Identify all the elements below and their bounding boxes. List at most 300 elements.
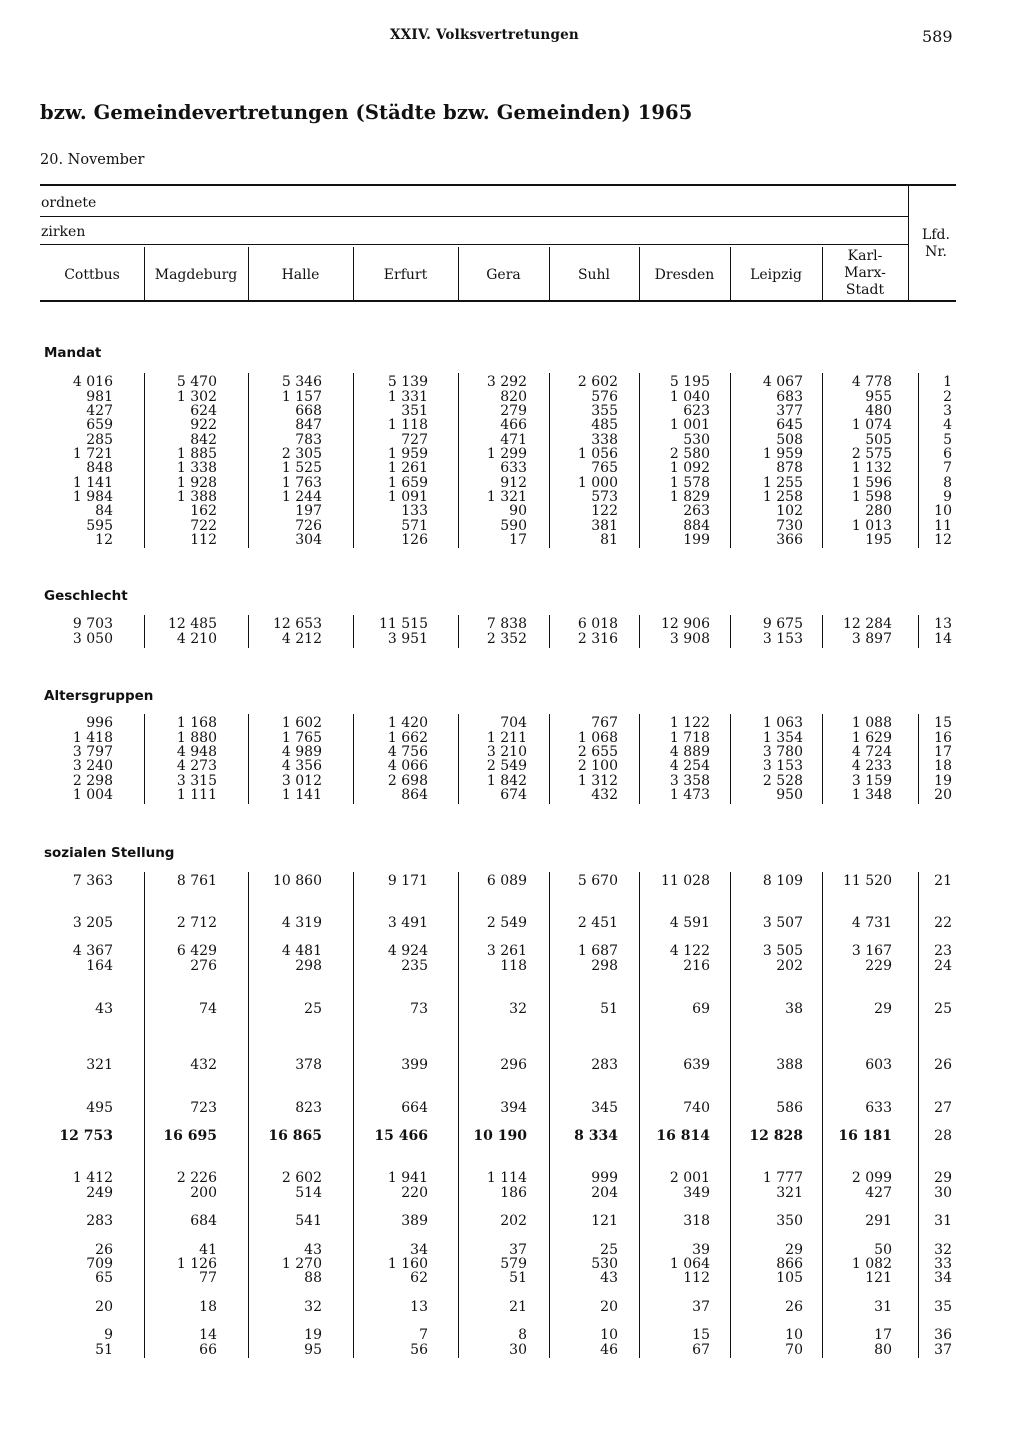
table-cell: 388 [776, 1057, 803, 1073]
table-cell: 4 778 [851, 374, 892, 390]
table-cell: 16 865 [268, 1128, 322, 1144]
table-cell: 1 418 [72, 729, 113, 746]
row-number: 1 [943, 374, 952, 390]
row-number: 32 [934, 1242, 952, 1258]
table-cell: 1 211 [486, 729, 527, 746]
row-divider [730, 615, 731, 648]
table-cell: 12 [95, 532, 113, 548]
table-cell: 291 [865, 1213, 892, 1229]
column-divider [144, 247, 145, 300]
table-cell: 25 [304, 1001, 322, 1017]
row-number: 20 [934, 787, 952, 803]
row-divider [822, 373, 823, 548]
table-cell: 366 [776, 532, 803, 548]
table-cell: 39 [692, 1242, 710, 1258]
table-cell: 90 [509, 503, 527, 519]
table-cell: 6 018 [577, 616, 618, 632]
table-cell: 508 [776, 431, 803, 448]
table-cell: 1 141 [281, 787, 322, 803]
table-cell: 50 [874, 1242, 892, 1258]
row-divider [458, 714, 459, 804]
table-cell: 505 [865, 431, 892, 448]
column-divider [549, 247, 550, 300]
table-cell: 21 [509, 1299, 527, 1315]
table-cell: 1 354 [762, 729, 803, 746]
table-cell: 2 580 [669, 446, 710, 462]
section-title: Mandat [44, 345, 102, 361]
table-cell: 3 205 [72, 915, 113, 931]
table-cell: 1 261 [387, 460, 428, 476]
table-cell: 5 470 [176, 374, 217, 390]
table-cell: 7 838 [486, 616, 527, 632]
table-cell: 26 [95, 1242, 113, 1258]
column-divider [248, 247, 249, 300]
table-cell: 1 578 [669, 474, 710, 491]
table-cell: 1 064 [669, 1256, 710, 1272]
table-cell: 16 814 [656, 1128, 710, 1144]
table-cell: 133 [401, 503, 428, 519]
table-cell: 13 [410, 1299, 428, 1315]
table-cell: 730 [776, 517, 803, 534]
table-cell: 216 [683, 958, 710, 974]
table-cell: 427 [86, 403, 113, 419]
table-cell: 1 082 [851, 1256, 892, 1272]
table-cell: 2 712 [176, 915, 217, 931]
row-number: 19 [934, 772, 952, 789]
header-bottom-rule [40, 300, 956, 302]
table-cell: 2 001 [669, 1170, 710, 1186]
table-cell: 1 959 [762, 446, 803, 462]
table-cell: 530 [683, 431, 710, 448]
table-cell: 4 591 [669, 915, 710, 931]
table-cell: 3 292 [486, 374, 527, 390]
table-cell: 12 284 [843, 616, 892, 632]
table-cell: 1 302 [176, 388, 217, 405]
table-cell: 77 [199, 1270, 217, 1286]
table-cell: 1 959 [387, 446, 428, 462]
row-number: 37 [934, 1342, 952, 1358]
table-cell: 12 485 [168, 616, 217, 632]
table-cell: 26 [785, 1299, 803, 1315]
table-cell: 66 [199, 1342, 217, 1358]
table-cell: 4 989 [281, 744, 322, 760]
table-cell: 74 [199, 1001, 217, 1017]
row-divider [144, 714, 145, 804]
table-cell: 51 [600, 1001, 618, 1017]
table-cell: 8 761 [176, 873, 217, 889]
table-cell: 624 [190, 403, 217, 419]
table-cell: 495 [86, 1100, 113, 1116]
table-cell: 981 [86, 388, 113, 405]
table-cell: 579 [500, 1256, 527, 1272]
table-cell: 866 [776, 1256, 803, 1272]
row-number: 16 [934, 729, 952, 746]
table-cell: 1 331 [387, 388, 428, 405]
row-divider [144, 373, 145, 548]
table-cell: 633 [500, 460, 527, 476]
table-cell: 1 602 [281, 715, 322, 731]
table-cell: 996 [86, 715, 113, 731]
table-cell: 3 505 [762, 943, 803, 959]
table-cell: 1 525 [281, 460, 322, 476]
table-cell: 11 515 [379, 616, 428, 632]
table-cell: 10 190 [473, 1128, 527, 1144]
table-cell: 17 [874, 1327, 892, 1343]
table-cell: 69 [692, 1001, 710, 1017]
table-cell: 16 695 [163, 1128, 217, 1144]
table-cell: 1 928 [176, 474, 217, 491]
table-cell: 5 670 [577, 873, 618, 889]
table-cell: 514 [295, 1185, 322, 1201]
table-cell: 186 [500, 1185, 527, 1201]
table-cell: 820 [500, 388, 527, 405]
row-number: 36 [934, 1327, 952, 1343]
table-cell: 1 984 [72, 489, 113, 505]
table-cell: 126 [401, 532, 428, 548]
column-header: Magdeburg [154, 267, 238, 283]
table-cell: 674 [500, 787, 527, 803]
table-cell: 14 [199, 1327, 217, 1343]
row-divider [458, 872, 459, 1358]
table-cell: 46 [600, 1342, 618, 1358]
table-cell: 722 [190, 517, 217, 534]
row-number: 2 [943, 388, 952, 405]
column-header: Cottbus [64, 267, 120, 283]
table-cell: 1 299 [486, 446, 527, 462]
table-cell: 6 089 [486, 873, 527, 889]
row-divider [248, 373, 249, 548]
table-cell: 623 [683, 403, 710, 419]
table-cell: 1 091 [387, 489, 428, 505]
page-title: bzw. Gemeindevertretungen (Städte bzw. Gemeinden) 1965 [40, 101, 693, 124]
table-cell: 378 [295, 1057, 322, 1073]
table-cell: 1 659 [387, 474, 428, 491]
table-cell: 12 653 [273, 616, 322, 632]
table-cell: 842 [190, 431, 217, 448]
page-number: 589 [922, 27, 953, 46]
table-cell: 2 655 [577, 744, 618, 760]
row-divider [730, 714, 731, 804]
row-divider [549, 615, 550, 648]
table-cell: 2 602 [577, 374, 618, 390]
table-cell: 3 240 [72, 758, 113, 774]
table-cell: 3 261 [486, 943, 527, 959]
table-cell: 80 [874, 1342, 892, 1358]
table-cell: 3 908 [669, 631, 710, 647]
table-cell: 2 298 [72, 772, 113, 789]
table-cell: 3 159 [851, 772, 892, 789]
row-divider [730, 373, 731, 548]
row-divider [822, 714, 823, 804]
row-number: 28 [934, 1128, 952, 1144]
table-cell: 20 [95, 1299, 113, 1315]
table-cell: 377 [776, 403, 803, 419]
row-number: 29 [934, 1170, 952, 1186]
table-cell: 105 [776, 1270, 803, 1286]
table-cell: 847 [295, 417, 322, 433]
table-cell: 121 [591, 1213, 618, 1229]
table-cell: 1 000 [577, 474, 618, 491]
column-divider [353, 247, 354, 300]
table-cell: 427 [865, 1185, 892, 1201]
table-cell: 34 [410, 1242, 428, 1258]
table-cell: 6 429 [176, 943, 217, 959]
table-cell: 43 [304, 1242, 322, 1258]
table-cell: 595 [86, 517, 113, 534]
table-cell: 848 [86, 460, 113, 476]
table-cell: 8 109 [762, 873, 803, 889]
row-divider [458, 615, 459, 648]
table-cell: 1 321 [486, 489, 527, 505]
column-header: Leipzig [750, 267, 802, 283]
table-cell: 1 004 [72, 787, 113, 803]
table-cell: 19 [304, 1327, 322, 1343]
table-cell: 296 [500, 1057, 527, 1073]
table-cell: 11 520 [843, 873, 892, 889]
table-cell: 283 [86, 1213, 113, 1229]
row-number: 30 [934, 1185, 952, 1201]
row-number: 7 [943, 460, 952, 476]
table-cell: 280 [865, 503, 892, 519]
table-cell: 200 [190, 1185, 217, 1201]
table-cell: 345 [591, 1100, 618, 1116]
table-cell: 633 [865, 1100, 892, 1116]
table-cell: 202 [776, 958, 803, 974]
table-cell: 1 157 [281, 388, 322, 405]
lfd-divider [918, 615, 919, 648]
table-cell: 349 [683, 1185, 710, 1201]
table-cell: 1 941 [387, 1170, 428, 1186]
table-cell: 202 [500, 1213, 527, 1229]
table-cell: 530 [591, 1256, 618, 1272]
table-cell: 432 [591, 787, 618, 803]
table-cell: 10 [785, 1327, 803, 1343]
table-cell: 1 412 [72, 1170, 113, 1186]
row-number: 33 [934, 1256, 952, 1272]
table-cell: 3 507 [762, 915, 803, 931]
table-cell: 10 860 [273, 873, 322, 889]
row-number: 18 [934, 758, 952, 774]
table-cell: 1 270 [281, 1256, 322, 1272]
table-cell: 3 491 [387, 915, 428, 931]
table-cell: 88 [304, 1270, 322, 1286]
column-header: Erfurt [383, 267, 428, 283]
row-divider [353, 373, 354, 548]
table-cell: 1 842 [486, 772, 527, 789]
table-cell: 1 880 [176, 729, 217, 746]
header-group-2: zirken [41, 224, 86, 240]
row-number: 23 [934, 943, 952, 959]
table-cell: 389 [401, 1213, 428, 1229]
row-number: 4 [943, 417, 952, 433]
table-cell: 485 [591, 417, 618, 433]
table-cell: 3 358 [669, 772, 710, 789]
row-divider [549, 714, 550, 804]
row-number: 3 [943, 403, 952, 419]
table-cell: 4 233 [851, 758, 892, 774]
table-cell: 3 315 [176, 772, 217, 789]
table-cell: 199 [683, 532, 710, 548]
table-cell: 20 [600, 1299, 618, 1315]
table-cell: 298 [591, 958, 618, 974]
table-cell: 197 [295, 503, 322, 519]
table-cell: 4 889 [669, 744, 710, 760]
table-cell: 249 [86, 1185, 113, 1201]
table-cell: 1 721 [72, 446, 113, 462]
table-cell: 576 [591, 388, 618, 405]
table-cell: 1 765 [281, 729, 322, 746]
table-cell: 84 [95, 503, 113, 519]
table-cell: 9 171 [387, 873, 428, 889]
table-cell: 10 [600, 1327, 618, 1343]
header-rule-1 [40, 216, 908, 217]
table-cell: 4 212 [281, 631, 322, 647]
table-cell: 912 [500, 474, 527, 491]
table-cell: 2 226 [176, 1170, 217, 1186]
header-top-rule [40, 184, 956, 186]
row-divider [822, 615, 823, 648]
table-cell: 2 100 [577, 758, 618, 774]
table-cell: 1 056 [577, 446, 618, 462]
table-cell: 1 013 [851, 517, 892, 534]
table-cell: 1 118 [387, 417, 428, 433]
table-cell: 2 352 [486, 631, 527, 647]
table-cell: 480 [865, 403, 892, 419]
table-cell: 15 [692, 1327, 710, 1343]
table-cell: 37 [509, 1242, 527, 1258]
row-number: 25 [934, 1001, 952, 1017]
table-cell: 31 [874, 1299, 892, 1315]
section-title: sozialen Stellung [44, 845, 175, 861]
table-cell: 1 068 [577, 729, 618, 746]
table-cell: 1 687 [577, 943, 618, 959]
table-cell: 2 451 [577, 915, 618, 931]
row-divider [144, 615, 145, 648]
table-cell: 56 [410, 1342, 428, 1358]
table-cell: 1 338 [176, 460, 217, 476]
table-cell: 1 160 [387, 1256, 428, 1272]
table-cell: 709 [86, 1256, 113, 1272]
row-number: 12 [934, 532, 952, 548]
table-cell: 1 420 [387, 715, 428, 731]
row-number: 21 [934, 873, 952, 889]
table-cell: 573 [591, 489, 618, 505]
table-cell: 1 473 [669, 787, 710, 803]
table-cell: 283 [591, 1057, 618, 1073]
table-cell: 81 [600, 532, 618, 548]
table-cell: 955 [865, 388, 892, 405]
table-cell: 1 132 [851, 460, 892, 476]
table-cell: 9 675 [762, 616, 803, 632]
row-number: 34 [934, 1270, 952, 1286]
table-cell: 4 066 [387, 758, 428, 774]
table-cell: 355 [591, 403, 618, 419]
table-cell: 1 126 [176, 1256, 217, 1272]
table-cell: 32 [509, 1001, 527, 1017]
row-number: 26 [934, 1057, 952, 1073]
table-cell: 541 [295, 1213, 322, 1229]
table-cell: 767 [591, 715, 618, 731]
table-cell: 263 [683, 503, 710, 519]
table-cell: 2 549 [486, 758, 527, 774]
table-cell: 12 753 [59, 1128, 113, 1144]
row-divider [353, 714, 354, 804]
table-cell: 1 598 [851, 489, 892, 505]
column-header: Dresden [654, 267, 715, 283]
table-cell: 4 724 [851, 744, 892, 760]
table-cell: 1 629 [851, 729, 892, 746]
table-cell: 884 [683, 517, 710, 534]
row-divider [639, 373, 640, 548]
table-cell: 11 028 [661, 873, 710, 889]
table-cell: 51 [95, 1342, 113, 1358]
table-cell: 394 [500, 1100, 527, 1116]
table-cell: 381 [591, 517, 618, 534]
row-divider [549, 872, 550, 1358]
table-cell: 1 777 [762, 1170, 803, 1186]
table-cell: 318 [683, 1213, 710, 1229]
table-cell: 5 346 [281, 374, 322, 390]
row-number: 13 [934, 616, 952, 632]
table-cell: 4 254 [669, 758, 710, 774]
row-number: 9 [943, 489, 952, 505]
table-cell: 2 316 [577, 631, 618, 647]
row-number: 5 [943, 431, 952, 448]
row-number: 14 [934, 631, 952, 647]
column-header: Halle [281, 267, 320, 283]
table-cell: 4 481 [281, 943, 322, 959]
row-divider [353, 615, 354, 648]
section-title: Geschlecht [44, 588, 128, 604]
table-cell: 726 [295, 517, 322, 534]
table-cell: 2 549 [486, 915, 527, 931]
table-cell: 4 356 [281, 758, 322, 774]
table-cell: 723 [190, 1100, 217, 1116]
table-cell: 1 829 [669, 489, 710, 505]
table-cell: 195 [865, 532, 892, 548]
table-cell: 51 [509, 1270, 527, 1286]
row-divider [822, 872, 823, 1358]
table-cell: 823 [295, 1100, 322, 1116]
table-cell: 43 [95, 1001, 113, 1017]
table-cell: 220 [401, 1185, 428, 1201]
row-divider [248, 714, 249, 804]
row-divider [458, 373, 459, 548]
table-cell: 338 [591, 431, 618, 448]
table-cell: 1 122 [669, 715, 710, 731]
table-cell: 9 703 [72, 616, 113, 632]
table-cell: 664 [401, 1100, 428, 1116]
table-cell: 1 141 [72, 474, 113, 491]
table-cell: 279 [500, 403, 527, 419]
column-header: Suhl [577, 267, 611, 283]
table-cell: 321 [776, 1185, 803, 1201]
row-number: 24 [934, 958, 952, 974]
table-cell: 16 181 [838, 1128, 892, 1144]
table-cell: 321 [86, 1057, 113, 1073]
table-cell: 4 067 [762, 374, 803, 390]
table-cell: 1 718 [669, 729, 710, 746]
table-cell: 122 [591, 503, 618, 519]
table-cell: 298 [295, 958, 322, 974]
table-cell: 727 [401, 431, 428, 448]
row-divider [730, 872, 731, 1358]
table-cell: 471 [500, 431, 527, 448]
table-cell: 30 [509, 1342, 527, 1358]
table-cell: 684 [190, 1213, 217, 1229]
table-cell: 17 [509, 532, 527, 548]
table-cell: 164 [86, 958, 113, 974]
